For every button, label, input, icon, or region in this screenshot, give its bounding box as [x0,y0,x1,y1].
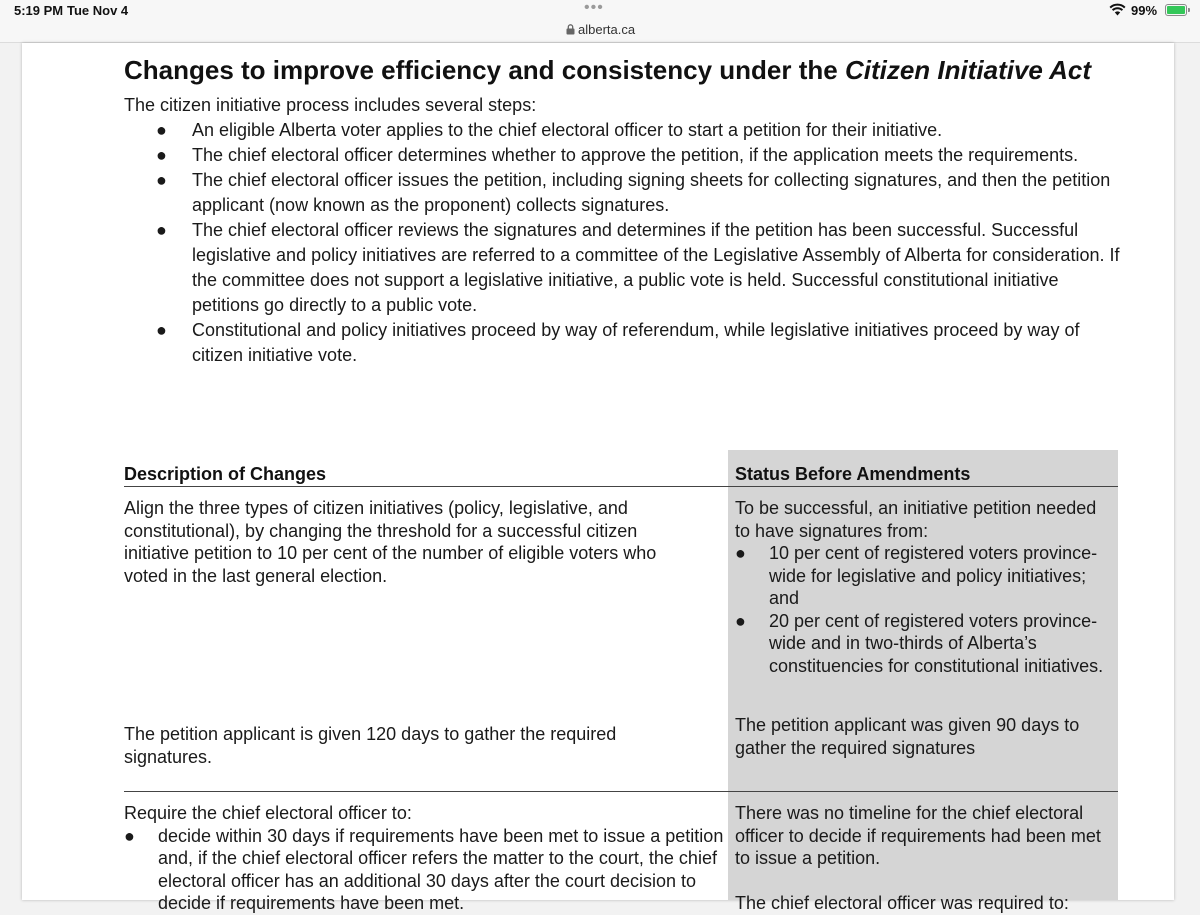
url-bar[interactable] [0,22,1200,43]
url-domain[interactable]: alberta.ca [578,22,636,37]
list-item: ● decide within 30 days if requirements have been met to issue a petition and, if the chief electoral officer refers the matter to the court, the chief electoral officer has an additional 30 days after the court decision to decide if requirements have been met. [124,825,724,913]
bullet-icon: ● [156,170,167,190]
list-item: ● The chief electoral officer issues the petition, including signing sheets for collecting signatures, and then the petition applicant (now known as the proponent) collects signatures. [156,170,1111,215]
bullet-icon: ● [735,610,746,631]
bullet-icon: ● [156,320,167,340]
header-rule [124,486,1118,487]
row3-description: Require the chief electoral officer to: ● decide within 30 days if requirements have been met to issue a petition and, if the chief electoral officer refers the matter to the court, the chief electoral officer has an additional 30 days after the court decision to decide if requirements have been met. [124,803,724,913]
header-status: Status Before Amendments [735,464,971,484]
row2-description: The petition applicant is given 120 days to gather the required signatures. [124,724,617,767]
row3-description-list [124,825,724,915]
bullet-icon: ● [124,825,135,846]
row1-status: To be successful, an initiative petition needed to have signatures from: ● 10 per cent of registered voters province-wide for legislative and policy initiatives; and ● 20 per cent of registered voters province-wide and in two-thirds of Alberta’s constituencies for constitutional initiatives. [735,497,1115,677]
intro-text: The citizen initiative process includes several steps: [124,95,537,115]
list-item: ● Constitutional and policy initiatives proceed by way of referendum, while legislative initiatives proceed by way of citizen initiative vote. [156,320,1080,365]
battery-level-fill [1167,6,1185,14]
battery-icon [1165,4,1187,16]
page-title: Changes to improve efficiency and consistency under the Citizen Initiative Act [124,55,1092,85]
lock-icon [566,24,575,35]
status-bar [0,0,1200,22]
row-rule [124,791,1118,792]
bullet-icon: ● [735,543,746,563]
row3-status: There was no timeline for the chief electoral officer to decide if requirements had been met to issue a petition. The chief electoral officer was required to: [735,803,1101,913]
multitasking-dots-icon[interactable]: ••• [584,0,604,16]
clock: 5:19 PM [14,3,64,18]
act-name: Citizen Initiative Act [844,55,1092,85]
battery-cap [1188,8,1190,12]
list-item: ● 20 per cent of registered voters province-wide and in two-thirds of Alberta’s constituencies for constitutional initiatives. [735,610,1104,676]
bullet-icon: ● [156,145,167,165]
list-item: ● 10 per cent of registered voters province-wide for legislative and policy initiatives; and [735,543,1098,608]
row1-description: Align the three types of citizen initiatives (policy, legislative, and constitutional), by changing the threshold for a successful citizen initiative petition to 10 per cent of the number of eligible voters who voted in the last general election. [124,498,657,586]
list-item: ● The chief electoral officer reviews the signatures and determines if the petition has been successful. Successful legislative and policy initiatives are referred to a committee of the Legislative Assembly of Alberta for consideration. If the committee does not support a legislative initiative, a public vote is held. Successful constitutional initiative petitions go directly to a public vote. [156,220,1120,315]
bullet-icon: ● [156,220,167,240]
battery-percent: 99% [1131,3,1158,18]
changes-table [124,450,1118,913]
wifi-icon [1109,3,1126,16]
list-item: ● An eligible Alberta voter applies to the chief electoral officer to start a petition for their initiative. [124,118,1124,143]
bullet-icon: ● [156,120,167,140]
document-body [124,55,1124,368]
steps-list [124,118,1124,368]
list-item: ● The chief electoral officer determines whether to approve the petition, if the application meets the requirements. [124,143,1124,168]
header-description: Description of Changes [124,464,327,484]
row2-status: The petition applicant was given 90 days to gather the required signatures [735,715,1080,758]
date: Tue Nov 4 [67,3,129,18]
row1-status-list [735,542,1115,677]
